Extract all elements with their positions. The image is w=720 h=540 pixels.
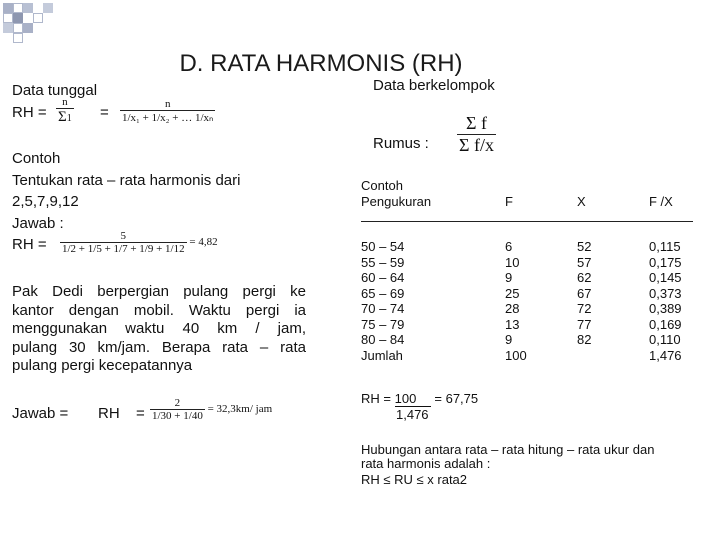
- answer-formula-2: $\frac{2}{1/30 + 1/40}$ = 32,3km/ jam: [152, 397, 273, 422]
- answer-heading: Jawab :: [12, 215, 64, 232]
- decor-square: [13, 13, 23, 23]
- answer-formula: $\frac{5}{1/2 + 1/5 + 1/7 + 1/9 + 1/12}$ = 4,82: [62, 230, 218, 255]
- relationship-note: Hubungan antara rata – rata hitung – rata ukur dan rata harmonis adalah : RH ≤ RU ≤ x rata2: [361, 442, 655, 487]
- story-line: menggunakan waktu 40 km / jam,: [12, 320, 306, 337]
- example-data: 2,5,7,9,12: [12, 193, 79, 210]
- table-cell: 50 – 54: [361, 239, 405, 254]
- table-cell: 25: [505, 285, 520, 301]
- table-cell: 67: [577, 285, 592, 301]
- decor-square: [13, 3, 23, 13]
- section-heading-single: Data tunggal: [12, 82, 98, 99]
- table-cell: 57: [577, 254, 592, 270]
- decor-square: [3, 23, 13, 33]
- grouped-formula: $\frac{\text{Σ f}}{\text{Σ f/x}}$: [459, 113, 494, 155]
- rh-label-2: RH =: [12, 236, 47, 253]
- story-line: kantor dengan mobil. Waktu pergi ia: [12, 301, 306, 319]
- table-cell: 9: [505, 270, 513, 285]
- example-heading: Contoh: [12, 150, 61, 167]
- table-cell: 0,110: [649, 332, 681, 347]
- table-header-x: X: [577, 194, 586, 209]
- rh-label: RH =: [12, 104, 47, 121]
- formula-sigma: $\frac{n}{\Sigma 1}$: [58, 96, 72, 125]
- decor-square: [3, 13, 13, 23]
- table-cell: 65 – 69: [361, 285, 405, 301]
- rh-label-3: RH: [98, 405, 120, 422]
- equals-sign-2: =: [136, 405, 145, 422]
- table-cell: 0,115: [649, 239, 681, 254]
- decor-square: [3, 3, 13, 13]
- table-cell: 0,175: [649, 254, 682, 270]
- table-cell: 82: [577, 332, 592, 347]
- table-cell: 9: [505, 332, 513, 347]
- table-col-f: [505, 239, 527, 363]
- table-header-fx: F /X: [649, 194, 673, 209]
- table-cell: 55 – 59: [361, 254, 405, 270]
- result-numerator: 100: [395, 391, 431, 407]
- page-title: D. RATA HARMONIS (RH): [179, 50, 463, 77]
- table-cell: 60 – 64: [361, 270, 405, 285]
- table-cell: 75 – 79: [361, 316, 405, 332]
- table-col-fx: [649, 239, 682, 363]
- decor-square: [13, 33, 23, 43]
- table-cell: 52: [577, 239, 592, 254]
- story-line: pulang pergi kecepatannya: [12, 357, 193, 374]
- table-cell: 0,145: [649, 270, 682, 285]
- table-cell: 28: [505, 301, 520, 316]
- example-question: Tentukan rata – rata harmonis dari: [12, 172, 241, 189]
- table-cell: 100: [505, 347, 527, 363]
- decor-square: [13, 23, 23, 33]
- table-divider: [361, 221, 693, 222]
- table-cell: 10: [505, 254, 520, 270]
- decor-square: [33, 13, 43, 23]
- table-header-f: F: [505, 194, 513, 209]
- table-contoh: Contoh: [361, 178, 403, 193]
- table-cell: 1,476: [649, 347, 682, 363]
- equals-sign: =: [100, 104, 109, 121]
- story-line: pulang 30 km/jam. Berapa rata – rata: [12, 338, 306, 356]
- table-cell: 62: [577, 270, 592, 285]
- table-cell: 0,389: [649, 301, 682, 316]
- story-problem: [12, 283, 306, 376]
- section-heading-grouped: Data berkelompok: [373, 77, 495, 94]
- formula-label: Rumus :: [373, 135, 429, 152]
- table-cell: 80 – 84: [361, 332, 405, 347]
- answer-heading-2: Jawab =: [12, 405, 69, 422]
- table-col-ranges: [361, 239, 404, 363]
- table-cell: 13: [505, 316, 520, 332]
- table-cell: 0,169: [649, 316, 682, 332]
- decor-square: [23, 23, 33, 33]
- decor-square: [43, 3, 53, 13]
- table-col-x: [577, 239, 591, 348]
- table-cell: 6: [505, 239, 513, 254]
- result-line: RH = 100 = 67,75: [361, 391, 479, 406]
- table-cell: 70 – 74: [361, 301, 405, 316]
- table-cell: Jumlah: [361, 347, 403, 363]
- decor-square: [23, 3, 33, 13]
- formula-expanded: $\frac{n}{\text{1/x₁ + 1/x₂ + … 1/xₙ}}$: [122, 98, 214, 124]
- table-header-measurement: Pengukuran: [361, 194, 432, 209]
- table-cell: 77: [577, 316, 592, 332]
- story-line: Pak Dedi berpergian pulang pergi ke: [12, 283, 306, 300]
- table-cell: 72: [577, 301, 592, 316]
- result-denominator: 1,476: [396, 407, 429, 422]
- table-cell: 0,373: [649, 285, 682, 301]
